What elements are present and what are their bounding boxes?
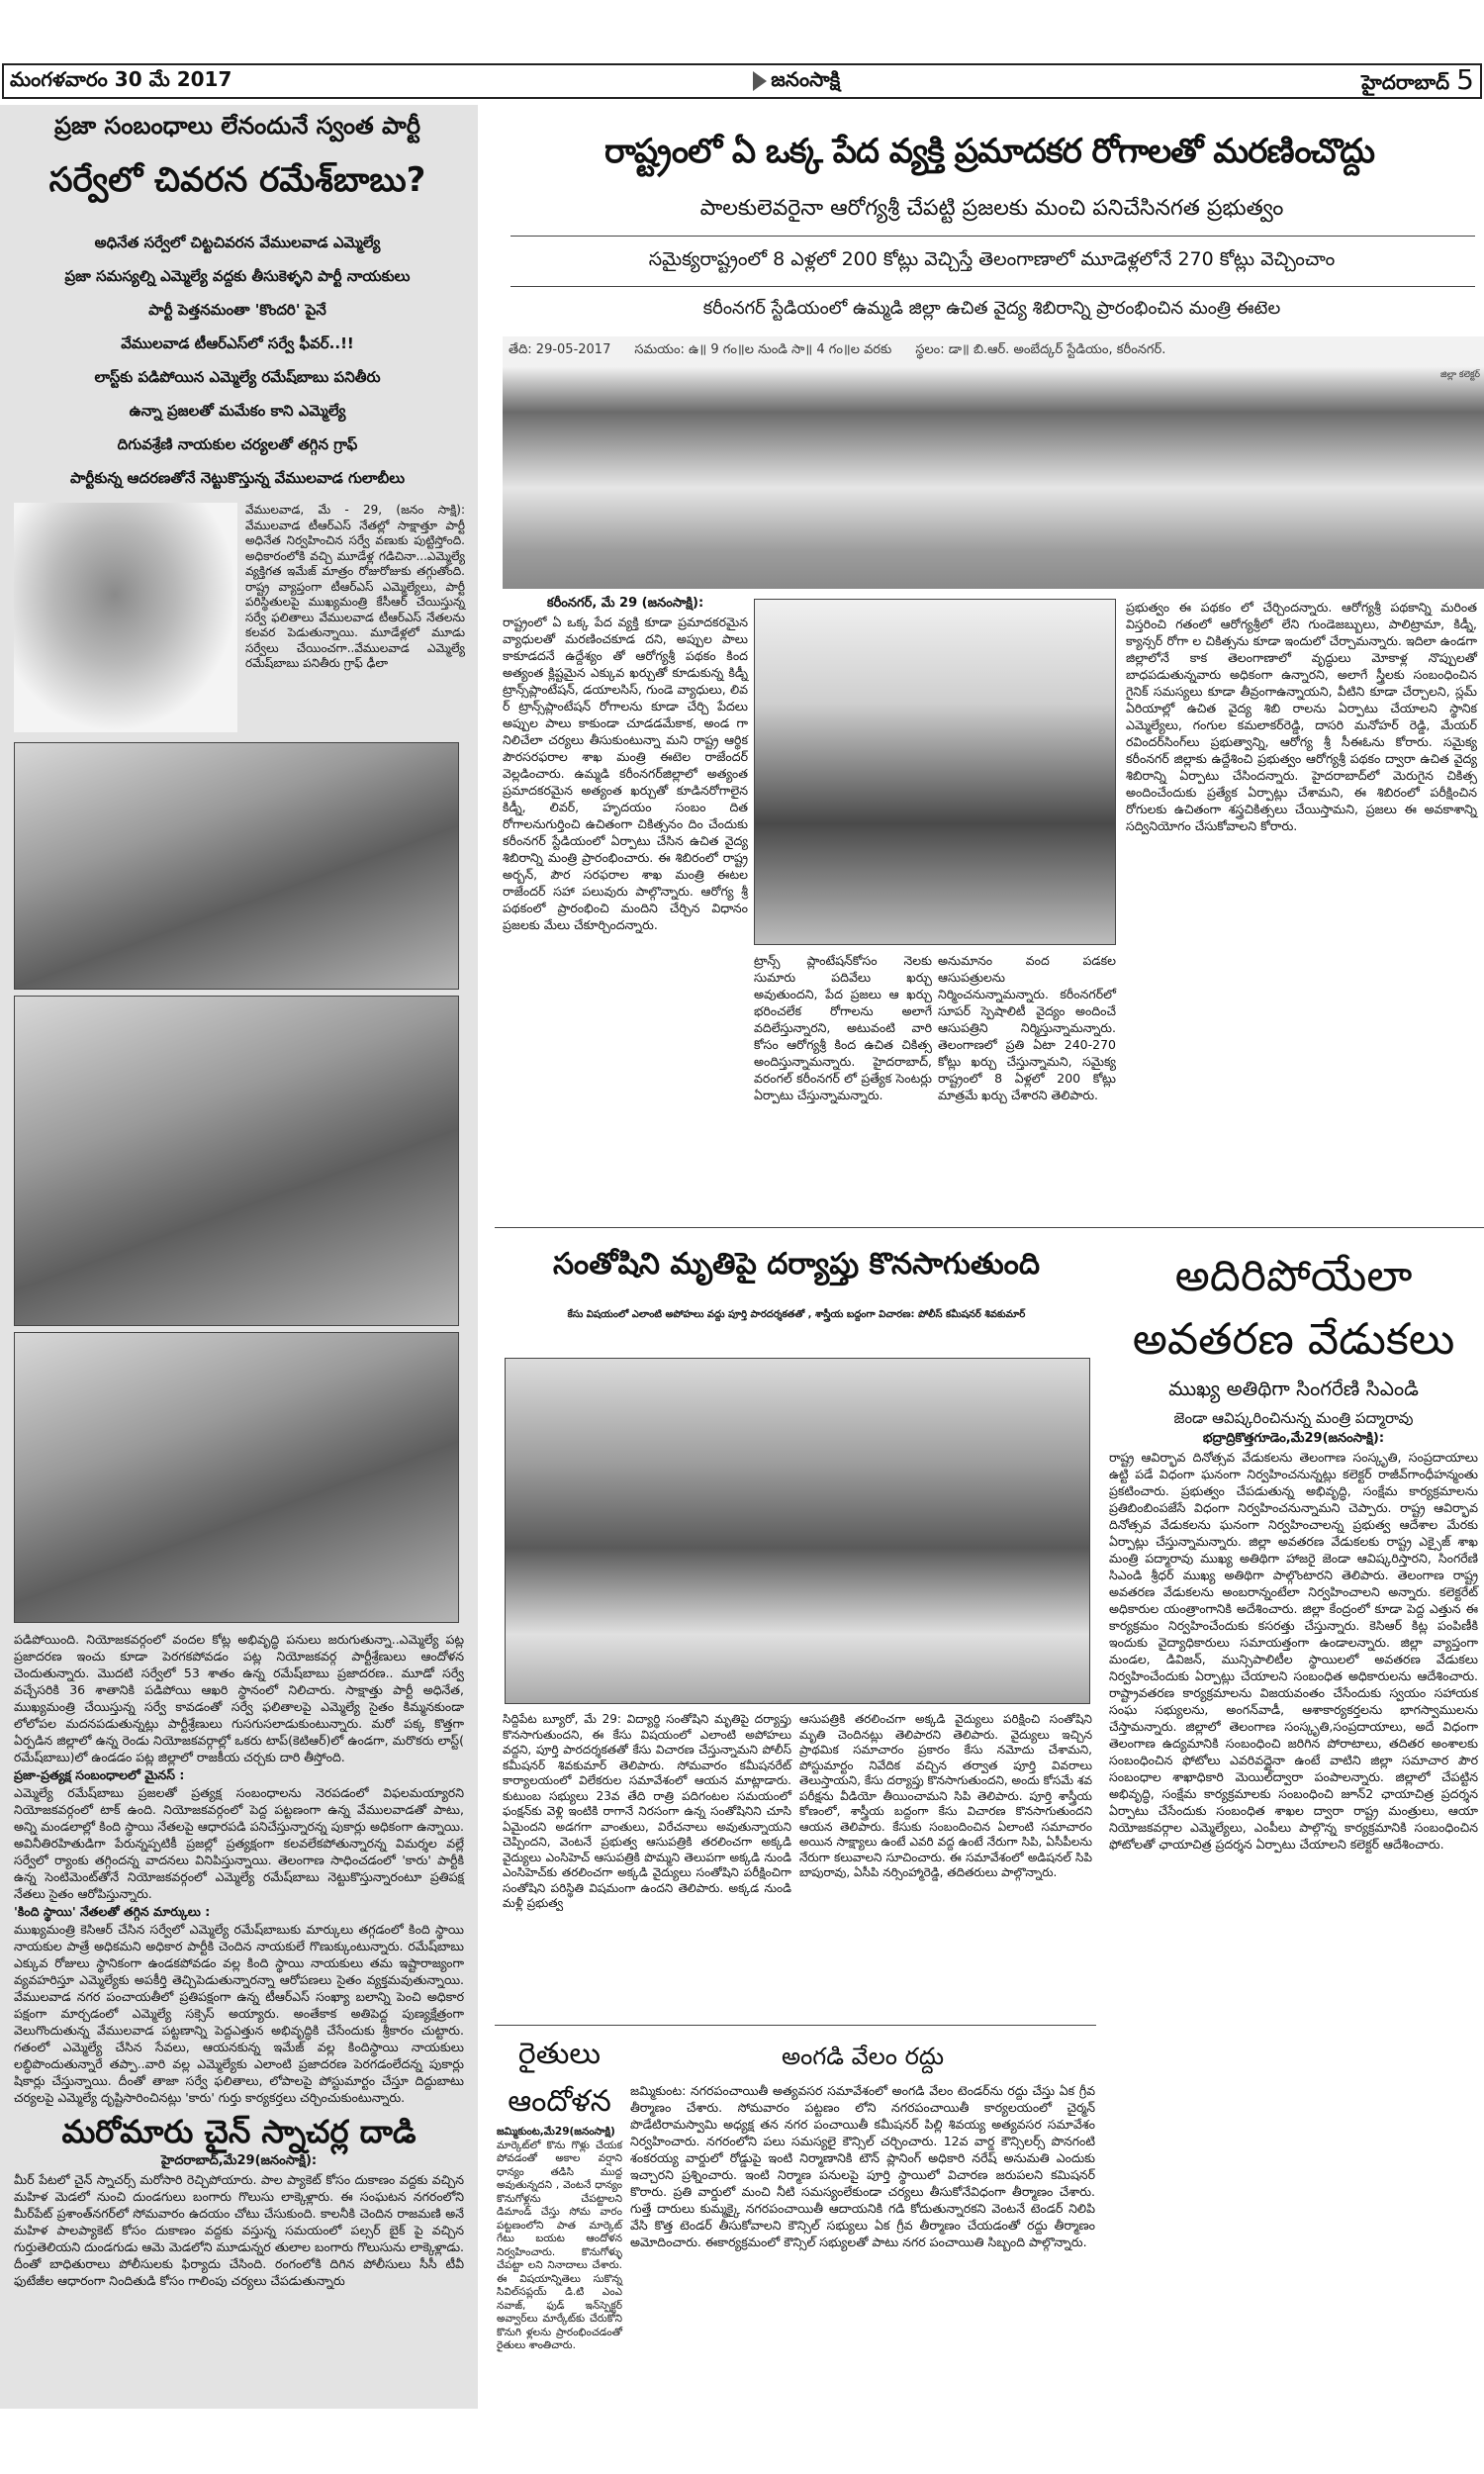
avatarana-dateline: భద్రాద్రికొత్తగూడెం,మే29(జనంసాక్షి): bbox=[1202, 1431, 1385, 1446]
issue-date: మంగళవారం 30 మే 2017 bbox=[10, 66, 232, 91]
left-subheads: అధినేత సర్వేలో చిట్టచివరన వేములవాడ ఎమ్మెల్యే ప్రజా సమస్యల్ని ఎమ్మెల్యే వద్దకు తీసుకెళ్ళని పార్టీ నాయకులు పార్టీ పెత్తనమంతా 'కొందరి' పైనే వేములవాడ టీఆర్ఎస్‌లో సర్వే ఫీవర్..!! లాస్ట్‌కు పడిపోయిన ఎమ్మెల్యే రమేష్‌బాబు పనితీరు ఉన్నా ప్రజలతో మమేకం కాని ఎమ్మెల్యే దిగువశ్రేణి నాయకుల చర్యలతో తగ్గిన గ్రాఫ్ పార్టీకున్న ఆదరణతోనే నెట్టుకొస్తున్న వేములవాడ గులాబీలు bbox=[64, 234, 411, 487]
avatarana-flow bbox=[1103, 1245, 1484, 1853]
logo-arrow-icon bbox=[753, 71, 767, 91]
main-subhead-1: పాలకులెవరైనా ఆరోగ్యశ్రీ చేపట్టి ప్రజలకు మంచి పనిచేసినగత ప్రభుత్వం bbox=[699, 196, 1284, 221]
main-col-3: అనుమానం వంద పడకల ఆసుపత్రులను నిర్మించనున్నామన్నారు. కరీంనగర్‌లో సూపర్ స్పెషాలిటీ వైద్యం అందించే ఆసుపత్రిని నిర్మిస్తున్నామన్నారు. తెలంగాణలో ప్రతి ఏటా 240-270 కోట్లు ఖర్చు చేస్తున్నామని, సమైక్య రాష్ట్రంలో 8 ఏళ్లలో 200 కోట్లు మాత్రమే ఖర్చు చేశారని తెలిపారు. bbox=[938, 953, 1116, 1102]
santoshini-subhead: కేసు విషయంలో ఎలాంటి అపోహలు వద్దు పూర్తి పారదర్శకతతో , శాస్త్రీయ బద్దంగా విచారణ: పోలీస్ కమీషనర్ శివకుమార్ bbox=[567, 1309, 1026, 1320]
main-headline: రాష్ట్రంలో ఏ ఒక్క పేద వ్యక్తి ప్రమాదకర రోగాలతో మరణించొద్దు bbox=[604, 132, 1374, 171]
santoshini-headline: సంతోషిని మృతిపై దర్యాప్తు కొనసాగుతుంది bbox=[552, 1247, 1041, 1282]
gathering-photo-3 bbox=[14, 1332, 459, 1623]
main-dateline: కరీంనగర్, మే 29 (జనంసాక్షి): bbox=[546, 596, 704, 611]
market-flow bbox=[630, 2037, 1095, 2250]
farmers-flow bbox=[497, 2031, 622, 2353]
masthead bbox=[2, 63, 1482, 99]
farmers-body: జమ్మికుంట,మే29(జనంసాక్షి) మార్కెట్‌లో కొను గొళ్లు చేయక పోవడంతో అకాల వర్షాని ధాన్యం తడిసి ముద్ద అవుతున్నదని , వెంటనే ధాన్యం కొనుగోళ్లను చేపట్టాలని డిమాండ్ చేస్తు సోమ వారం పట్టణంలోని పాత మార్కెట్ గేటు బయట ఆందోళన నిర్వహించారు. కొనుగోళ్ళు చేపట్టా లని నినాదాలు చేశారు. ఈ విషయాన్నితెలు సుకొన్న సివిల్‌సప్లయ్ డి.టి ఎంఎ నవాజ్, ఫుడ్ ఇన్‌స్పెక్టర్ అవ్వార్‌లు మార్కేట్‌కు చేరుకోని కొనుగి ళ్లలను ప్రారంభించడంతో రైతులు శాంతిచారు. bbox=[497, 2126, 622, 2351]
left-headline-line2: సర్వేలో చివరన రమేశ్‌బాబు? bbox=[48, 160, 426, 200]
edition-page: హైదరాబాద్ 5 bbox=[1361, 63, 1474, 96]
divider bbox=[510, 286, 1475, 287]
chain-snatch-headline: మరోమారు చైన్ స్నాచర్ల దాడి bbox=[61, 2113, 417, 2150]
patients-photo bbox=[754, 599, 1116, 945]
protest-photo-2 bbox=[14, 996, 459, 1326]
divider bbox=[495, 1227, 1484, 1228]
main-col-2: ట్రాన్స్ ప్లాంటేషన్‌కోసం నెలకు సుమారు పదివేలు ఖర్చు అవుతుందని, పేద ప్రజలు ఆ ఖర్చు భరించలేక రోగాలను అలాగే వదిలేస్తున్నారని, అటువంటి వారి కోసం ఆరోగ్యశ్రీ కింద ఉచిత చికిత్స అందిస్తున్నామన్నారు. హైదరాబాద్, వరంగల్ కరీంనగర్ లో ప్రత్యేక సెంటర్లు ఏర్పాటు చేస్తున్నామన్నారు. bbox=[754, 953, 932, 1102]
main-col-1: రాష్ట్రంలో ఏ ఒక్క పేద వ్యక్తి కూడా ప్రమాదకరమైన వ్యాధులతో మరణించకూడ దని, అప్పుల పాలు కాకూడదనే ఉద్దేశ్యం తో ఆరోగ్యశ్రీ పథకం కింద అత్యంత క్లిష్టమైన ఎక్కువ ఖర్చుతో కూడుకున్న కిడ్నీ ట్రాన్స్‌ప్లాంటేషన్, డయాలసిస్, గుండె వ్యాధులు, లివ ర్ ట్రాన్స్‌ప్లాంటేషన్ రోగాలను కూడా చేర్చి పేదలు అప్పుల పాలు కాకుండా చూడడమేకాక, అండ గా నిలిచేలా చర్యలు తీసుకుంటున్నా మని రాష్ట్ర ఆర్థిక పౌరసరఫరాల శాఖ మంత్రి ఈటెల రాజేందర్ వెల్లడించారు. ఉమ్మడి కరీంనగర్‌జిల్లాలో అత్యంత ప్రమాదకరమైన అత్యంత ఖర్చుతో కూడినరోగాలైన కిడ్నీ, లివర్, హృదయం సంబం దిత రోగాలనుగుర్తించి ఉచితంగా చికిత్సనం దిం చేందుకు కరీంనగర్ స్టేడియంలో ఏర్పాటు చేసిన ఉచిత వైద్య శిబిరాన్ని మంత్రి ప్రారంభించారు. ఈ శిబిరంలో రాష్ట్ర అర్బన్, పౌర సరఫరాల శాఖ మంత్రి ఈటల రాజేందర్ సహా పలువురు పాల్గొన్నారు. ఆరోగ్య శ్రీ పథకంలో ప్రారంభించి మందిని చేర్చిన విధానం ప్రజలకు మేలు చేకూర్చిందన్నారు. bbox=[503, 615, 748, 932]
chain-snatch-body: మీర్ పేటలో చైన్ స్నాచర్స్ మరోసారి రెచ్చిపోయారు. పాల ప్యాకెట్ కోసం దుకాణం వద్దకు వచ్చిన మహిళ మెడలో నుంచి దుండగులు బంగారు గొలుసు లాక్కెళ్లారు. ఈ సంఘటన నగరంలోని మీర్‌పేట్ ప్రశాంత్‌నగర్‌లో సోమవారం ఉదయం చోటు చేసుకుంది. కాలనీకి చెందిన రాజమణి అనే మహిళ పాలప్యాకెట్ కోసం దుకాణం వద్దకు వస్తున్న సమయంలో పల్సర్ బైక్ పై వచ్చిన గుర్తుతెలియని దుండగుడు ఆమె మెడలోని మూడున్నర తులాల బంగారు గొలుసును లాక్కెళ్లాడు. దీంతో బాధితురాలు పోలీసులకు ఫిర్యాదు చేసింది. రంగంలోకి దిగిన పోలీసులు సీసీ టీవీ ఫుటేజీల ఆధారంగా నిందితుడి కోసం గాలింపు చర్యలు చేపడుతున్నారు bbox=[14, 2172, 464, 2288]
main-subhead-3: కరీంనగర్ స్టేడియంలో ఉమ్మడి జిల్లా ఉచిత వైద్య శిబిరాన్ని ప్రారంభించిన మంత్రి ఈటెల bbox=[702, 298, 1281, 319]
survey-photo-1 bbox=[14, 742, 459, 990]
avatarana-subhead-2: జెండా ఆవిష్కరించినున్న మంత్రి పద్మారావు bbox=[1173, 1409, 1414, 1427]
main-subhead-2: సమైక్యరాష్ట్రంలో 8 ఎళ్లలో 200 కోట్లు వెచ్చిస్తే తెలంగాణాలో మూడెళ్లలోనే 270 కోట్లు వెచ్చించాం bbox=[648, 248, 1336, 270]
market-body: జమ్మికుంట: నగరపంచాయితీ అత్యవసర సమావేశంలో అంగడి వేలం టెండర్‌ను రద్దు చేస్తు ఏక గ్రీవ తీర్మాణం చేశారు. సోమవారం పట్టణం లోని నగరపంచాయితీ కార్యలయంలో చైర్మన్ పొడేటిరామస్వామి అధ్యక్ష తన నగర పంచాయితీ కమీషనర్ పిల్లి శివయ్య అత్యవసర సమావేశం నిర్వహించారు. నగరంలోని పలు సమస్యలై కౌన్సిల్ చర్చించారు. 12వ వార్డ కౌన్సిలర్స్ పొనగంటి శంకరయ్య వార్డులో రోడ్డుపై ఇంటి నిర్మాణానికి టౌన్ ప్లానింగ్ అధికారి నరేష్ అనుమతి ఎందుకు ఇచ్చారని ప్రశ్నించారు. ఇంటి నిర్మాణ పనులపై పూర్తి స్థాయిలో విచారణ జరుపలని కమిషనర్ కొరారు. ప్రతి వార్డులో మంచి నీటి సమస్యంలేకుండా చర్యలు తీసుకోనేవిధంగా తీర్మాణం చేశారు. గుత్తే దారులు కుమ్మక్కై నగరపంచాయితీ ఆదాయనికి గడి కోదుతున్నారకని వెంటనే టెండర్ నిలిపి వేసి కొత్త టెండర్ తీసుకోవాలని కౌన్సిల్ సభ్యులు ఏక గ్రీవ తీర్మాణం చేయడంతో రద్దు తీర్మాణం అమోదించారు. ఈకార్యక్రమంలో కౌన్సిల్ సభ్యులతో పాటు నగర పంచాయితి సిబ్బంది పాల్గొన్నారు. bbox=[630, 2083, 1095, 2249]
divider bbox=[510, 236, 1475, 237]
avatarana-body: రాష్ట్ర ఆవిర్భావ దినోత్సవ వేడుకలను తెలంగాణ సంస్కృతి, సంప్రదాయాలు ఉట్టి పడే విధంగా ఘనంగా నిర్వహించనున్నట్లు కలెక్టర్ రాజీవ్‌గాంధీహన్మంతు ప్రకటించారు. ప్రభుత్వం చేపడుతున్న అభివృద్ధి, సంక్షేమ కార్యక్రమాలను ప్రతిబింబింపజేసే విధంగా నిర్వహించనున్నామని చెప్పారు. రాష్ట్ర ఆవిర్భావ దినోత్సవ వేడుకలను ఘనంగా నిర్వహించాలన్న ప్రభుత్వ ఆదేశాల మేరకు ఏర్పాట్లు చేస్తున్నామన్నారు. జిల్లా అవతరణ వేడుకలకు రాష్ట్ర ఎక్సైజ్ శాఖ మంత్రి పద్మారావు ముఖ్య అతిథిగా హాజరై జెండా ఆవిష్కరిస్తారని, సింగరేణి సిఎండి శ్రీధర్ ముఖ్య అతిథిగా పాల్గొంటారని తెలిపారు. తెలంగాణ రాష్ట్ర అవతరణ వేడుకలను అంబరాన్నంటేలా నిర్వహించాలని అన్నారు. కలెక్టరేట్ అధికారుల యంత్రాంగానికి అదేశించారు. జిల్లా కేంద్రంలో కూడా పెద్ద ఎత్తున ఈ కార్యక్రమం నిర్వహించేందుకు కసరత్తు చేస్తున్నారు. కెసిఆర్ కిట్ల పంపిణీకి ఇందుకు వైద్యాధికారులు సమాయత్తంగా ఉండాలన్నారు. జిల్లా వ్యాప్తంగా మండల, డివిజన్, మున్సిపాలిటీల స్థాయిలలో అవతరణ వేడుకలు నిర్వహించేందుకు ఏర్పాట్లు చేయాలని సంబంధిత అధికారులను ఆదేశించారు. రాష్ట్రావతరణ కార్యక్రమాలను విజయవంతం చేసేందుకు స్వయం సహాయక సంఘ సభ్యులను, అంగన్‌వాడీ, ఆశాకార్యకర్తలను భాగస్వాములను చేస్తామన్నారు. జిల్లాలో తెలంగాణ సంస్కృతి,సంప్రదాయాలు, అదే విధంగా తెలంగాణ ఉద్యమానికి సంబంధించి జరిగిన పోరాటాలు, తదితర అంశాలకు సంబంధించిన ఫోటోలు ఎవరివద్దైనా ఉంటే వాటిని జిల్లా సమాచార పౌర సంబంధాల శాఖాధికారి మెయిల్‌ద్వారా పంపాలన్నారు. జిల్లాలో చేపట్టిన అభివృద్ధి, సంక్షేమ కార్యక్రమాలకు సంబంధించి జూన్2 ఛాయాచిత్ర ప్రదర్శన ఏర్పాటు చేసేందుకు సంబంధిత శాఖల ద్వారా రాష్ట్ర మంత్రులు, ఆయా నియోజకవర్గాల ఎమ్మెల్యేలు, ఎంపీలు పాల్గొన్న కార్యక్రమానికి సంబంధించిన ఫోటోలతో ఛాయాచిత్ర ప్రదర్శన ఏర్పాటు చేయాలని కలెక్టర్ ఆదేశించారు. bbox=[1109, 1450, 1478, 1852]
main-col-4: ప్రభుత్వం ఈ పథకం లో చేర్చిందన్నారు. ఆరోగ్యశ్రీ పథకాన్ని మరింత విస్తరించి గతంలో ఆరోగ్యశ్రీలో లేని గుండెజబ్బులు, పాలిట్రామా, కిడ్నీ, క్యాన్సర్ రోగా ల చికిత్సను కూడా ఇందులో చేర్చామన్నారు. ఇదిలా ఉండగా జిల్లాలోనే కాక తెలంగాణాలో వృద్ధులు మోకాళ్ల నొప్పులతో బాధపడుతున్నవారు అధికంగా ఉన్నారని, అలాగే స్త్రీలకు సంబంధించిన గైనిక్ సమస్యలు కూడా తీవ్రంగాఉన్నాయని, వీటిని కూడా చేర్చాలని, స్లమ్ ఏరియాల్లో ఉచిత వైద్య శిబి రాలను ఏర్పాటు చేయాలని స్థానిక ఎమ్మెల్యేలు, గంగుల కమలాకర్‌రెడ్డి, దాసరి మనోహర్ రెడ్డి, మేయర్ రవిందర్‌సింగ్‌లు ప్రభుత్వాన్ని, ఆరోగ్య శ్రీ సీఈఓను కోరారు. సమైక్య కరీంనగర్ జిల్లాకు ఉద్దేశించి ప్రభుత్వం ఆరోగ్యశ్రీ పథకం ద్వారా ఉచిత వైద్య శిబిరాన్ని ఏర్పాటు చేసిందన్నారు. హైదరాబాద్‌లో మెరుగైన చికిత్స అందించేందుకు ప్రత్యేక ఏర్పాట్లు చేశామని, ఈ శిబిరంలో పరీక్షించిన రోగులకు ఉచితంగా శస్త్రచికిత్సలు చేయిస్తామని, ప్రజలు ఈ అవకాశాన్ని సద్వినియోగం చేసుకోవాలని కోరారు. bbox=[1126, 600, 1477, 833]
left-body-text: పడిపోయింది. నియోజకవర్గంలో వందల కోట్ల అభివృద్ధి పనులు జరుగుతున్నా..ఎమ్మెల్యే పట్ల ప్రజాదరణ ఇంచు కూడా పెరగకపోవడం పట్ల నియోజకవర్గ పార్టీశ్రేణులు ఆందోళన చెందుతున్నారు. మొదటి సర్వేలో 53 శాతం ఉన్న రమేష్‌బాబు ప్రజాదరణ.. మూడో సర్వే వచ్చేసరికి 36 శాతానికి పడిపోయి ఆఖరి స్థానంలో నిలిచారు. సాక్షాత్తు పార్టీ అధినేత, ముఖ్యమంత్రి చేయిస్తున్న సర్వే కావడంతో సర్వే ఫలితాలపై ఎమ్మెల్యే సైతం కిమ్మనకుండా లోలోపల మదనపడుతున్నట్లు పార్టీశ్రేణులు గుసగుసలాడుకుంటున్నారు. మరో పక్క కొత్తగా ఏర్పడిన జిల్లాలో ఉన్న రెండు నియోజకవర్గాల్లో ఒకరు టాప్(కెటిఆర్)లో ఉండగా, మరొకరు లాస్ట్( రమేష్‌బాబు)లో ఉండడం పట్ల జిల్లాలో రాజకీయ చర్చకు దారి తీస్తోంది. ప్రజా-ప్రత్యక్ష సంబంధాలలో మైనస్ : ఎమ్మెల్యే రమేష్‌బాబు ప్రజలతో ప్రత్యక్ష సంబంధాలను నెరపడంలో విఫలమయ్యారని నియోజకవర్గంలో టాక్ ఉంది. నియోజకవర్గంలో పెద్ద పట్టణంగా ఉన్న వేములవాడతో పాటు, అన్ని మండలాల్లో కింది స్థాయి నేతలపై ఆధారపడి పనిచేస్తున్నారన్న పుకార్లు అధికంగా ఉన్నాయి. అవినీతిరహితుడిగా పేరున్నప్పటికీ ప్రజల్లో ప్రత్యక్షంగా కలవలేకపోతున్నారన్న విమర్శల వల్లే సర్వేలో ర్యాంకు తగ్గిందన్న వాదనలు వినిపిస్తున్నాయి. తెలంగాణ సాధించడంలో 'కారు' పార్టీకి ఉన్న సెంటిమెంట్‌తోనే నియోజకవర్గంలో ఎమ్మెల్యే రమేష్‌బాబు నెట్టుకొస్తున్నారంటూ ప్రతిపక్ష నేతలు సైతం ఆరోపిస్తున్నారు. 'కింది స్థాయి' నేతలతో తగ్గిన మార్కులు : ముఖ్యమంత్రి కెసిఆర్ చేసిన సర్వేలో ఎమ్మెల్యే రమేష్‌బాబుకు మార్కులు తగ్గడంలో కింది స్థాయి నాయకుల పాత్రే అధికమని అధికార పార్టీకి చెందిన నాయకులే గొణుక్కుంటున్నారు. రమేష్‌బాబు ఎక్కువ రోజులు స్థానికంగా ఉండకపోవడం వల్ల కింది స్థాయి నాయకులు తమ ఇష్టారాజ్యంగా వ్యవహరిస్తూ ఎమ్మెల్యేకు అపకీర్తి తెచ్చిపెడుతున్నారన్నా ఆరోపణలు సైతం వ్యక్తమవుతున్నాయి. వేములవాడ నగర పంచాయతీలో ప్రతిపక్షంగా ఉన్న టీఆర్ఎస్ సంఖ్యా బలాన్ని పెంచి అధికార పక్షంగా మార్చడంలో ఎమ్మెల్యే సక్సెస్ అయ్యారు. అంతేకాక అతిపెద్ద పుణ్యక్షేత్రంగా వెలుగొందుతున్న వేములవాడ పట్టణాన్ని పెద్దఎత్తున అభివృద్ధికి చేసేందుకు శ్రీకారం చుట్టారు. గతంలో ఎమ్మెల్యే చేసిన సేవలు, ఆయనకున్న ఇమేజ్ వల్ల కిందిస్థాయి నాయకులు లబ్ధిపొందుతున్నారే తప్పా..వారి వల్ల ఎమ్మెల్యేకు ఎలాంటి ప్రజాదరణ పెరగడంలేదన్న పుకార్లు షికార్లు చేస్తున్నాయి. దీంతో తాజా సర్వే ఫలితాలు, లోపాలపై పోస్టుమార్టం చేస్తూ దిద్దుబాటు చర్యలపై ఎమ్మెల్యే దృష్టిసారించినట్లు 'కారు' గుర్తు కార్యకర్తలు చర్చించుకుంటున్నారు. bbox=[14, 1632, 464, 2105]
banner-date: తేది: 29-05-2017 bbox=[509, 342, 611, 357]
banner-venue: స్థలం: డా॥ బి.ఆర్. అంబేద్కర్ స్టేడియం, కరీంనగర్. bbox=[915, 342, 1166, 357]
farmers-headline: రైతులు ఆందోళన bbox=[508, 2037, 611, 2119]
mla-portrait-photo bbox=[14, 503, 237, 732]
chain-snatch-dateline: హైదరాబాద్,మే29(జనంసాక్షి): bbox=[160, 2153, 318, 2168]
left-intro-text: వేములవాడ, మే - 29, (జనం సాక్షి): వేములవాడ టీఆర్ఎస్ నేతల్లో సాక్షాత్తూ పార్టీ అధినేత నిర్వహించిన సర్వే వణుకు పుట్టిస్తోంది. అధికారంలోకి వచ్చి మూడేళ్ల గడిచినా...ఎమ్మెల్యే వ్యక్తిగత ఇమేజ్ మాత్రం రోజురోజుకు తగ్గుతోంది. రాష్ట్ర వ్యాప్తంగా టీఆర్ఎస్ ఎమ్మెల్యేలు, పార్టీ పరిస్థితులపై ముఖ్యమంత్రి కేసీఆర్ చేయిస్తున్న సర్వే ఫలితాలు వేములవాడ టీఆర్ఎస్ నేతలను కలవర పెడుతున్నాయి. మూడేళ్లలో మూడు సర్వేలు చేయించగా..వేములవాడ ఎమ్మెల్యే రమేష్‌బాబు పనితీరు గ్రాఫ్ ఢీలా bbox=[245, 503, 465, 670]
banner-corner: జిల్లా కలెక్టర్ bbox=[1440, 370, 1480, 380]
health-camp-photo bbox=[503, 336, 1484, 589]
left-headline-line1: ప్రజా సంబంధాలు లేనందునే స్వంత పార్టీ bbox=[53, 112, 421, 140]
main-col-1-flow bbox=[503, 596, 748, 933]
police-press-photo bbox=[505, 1358, 1090, 1704]
santoshini-col-2: ఆసుపత్రికి తరలించగా అక్కడి వైద్యులు పరిక్షించి సంతోషిని మృతి చెందినట్లు తెలిపారని తెలిపారు. వైద్యులు ఇచ్చిన ప్రాథమిక సమాచారం ప్రకారం కేసు నమోదు చేశామని, పోస్టుమార్టం నివేదిక వచ్చిన తర్వాత పూర్తి వివరాలు తెలుస్తాయని, కేసు దర్యాప్తు కొనసాగుతుందని, అందు కోసమే శవ పరీక్షను వీడియో తీయించామని సిపి తెలిపారు. పూర్తి శాస్త్రీయ కోణంలో, శాస్త్రీయ బద్దంగా కేసు విచారణ కొనసాగుతుందని ఆయన తెలిపారు. కేసుకు సంబందించిన ఏలాంటి సమాచారం అయిన సాక్ష్యాలు ఉంటే ఎవరి వద్ద ఉంటే నేరుగా సిపి, ఏసీపీలను నేరుగా కలువాలని సూచించారు. ఈ సమావేశంలో అడిషనల్ సిపి బాపురావు, ఏసీపి నర్సింహ్మారెడ్డి, తదితరులు పాల్గొన్నారు. bbox=[799, 1712, 1092, 1879]
santoshini-col-1: సిద్దిపేట బ్యూరో, మే 29: విద్యార్థి సంతోషిని మృతిపై దర్యాప్తు కొనసాగుతుందని, ఈ కేసు విషయంలో ఎలాంటి అపోహలు వద్దని, పూర్తి పారదర్శకతతో కేసు విచారణ చేస్తున్నామని పోలీస్ కమీషనర్ శివకుమార్ తెలిపారు. సోమవారం కమీషనరేట్ కార్యాలయంలో విలేకరుల సమావేశంలో ఆయన మాట్లాడారు. కుటుంబ సభ్యులు 23వ తేది రాత్రి పదిగంటల సమయంలో ఫంక్షన్‌కు వెళ్లి ఇంటికి రాగానే నిరసంగా ఉన్న సంతోషినిని చూసి ఏమైందని అడగగా వాంతులు, విరేచనాలు అవుతున్నాయని చెప్పిందని, వెంటనే ప్రభుత్వ ఆసుపత్రికి తరలించగా అక్కడి వైద్యులు ఎంసిహెచ్ ఆసుపత్రికి పొమ్మని తెలుపగా అక్కడి నుండి ఎంసిహెచ్‌కు తరలించగా అక్కడి వైద్యులు సంతోషిని పరీక్షించిగా సంతోషిని పరిస్థితి విషమంగా ఉందని తెలిపారు. అక్కడ నుండి మళ్లీ ప్రభుత్వ bbox=[503, 1712, 791, 1910]
avatarana-subhead-1: ముఖ్య అతిథిగా సింగరేణి సిఎండి bbox=[1168, 1377, 1419, 1400]
paper-logo: జనంసాక్షి bbox=[753, 67, 840, 96]
divider bbox=[495, 2025, 1096, 2026]
avatarana-headline: అదిరిపోయేలా అవతరణ వేడుకలు bbox=[1132, 1251, 1455, 1365]
market-headline: అంగడి వేలం రద్దు bbox=[781, 2043, 945, 2070]
banner-time: సమయం: ఉ॥ 9 గం॥ల నుండి సా॥ 4 గం॥ల వరకు bbox=[634, 342, 892, 357]
left-lower-flow bbox=[14, 1631, 464, 2289]
